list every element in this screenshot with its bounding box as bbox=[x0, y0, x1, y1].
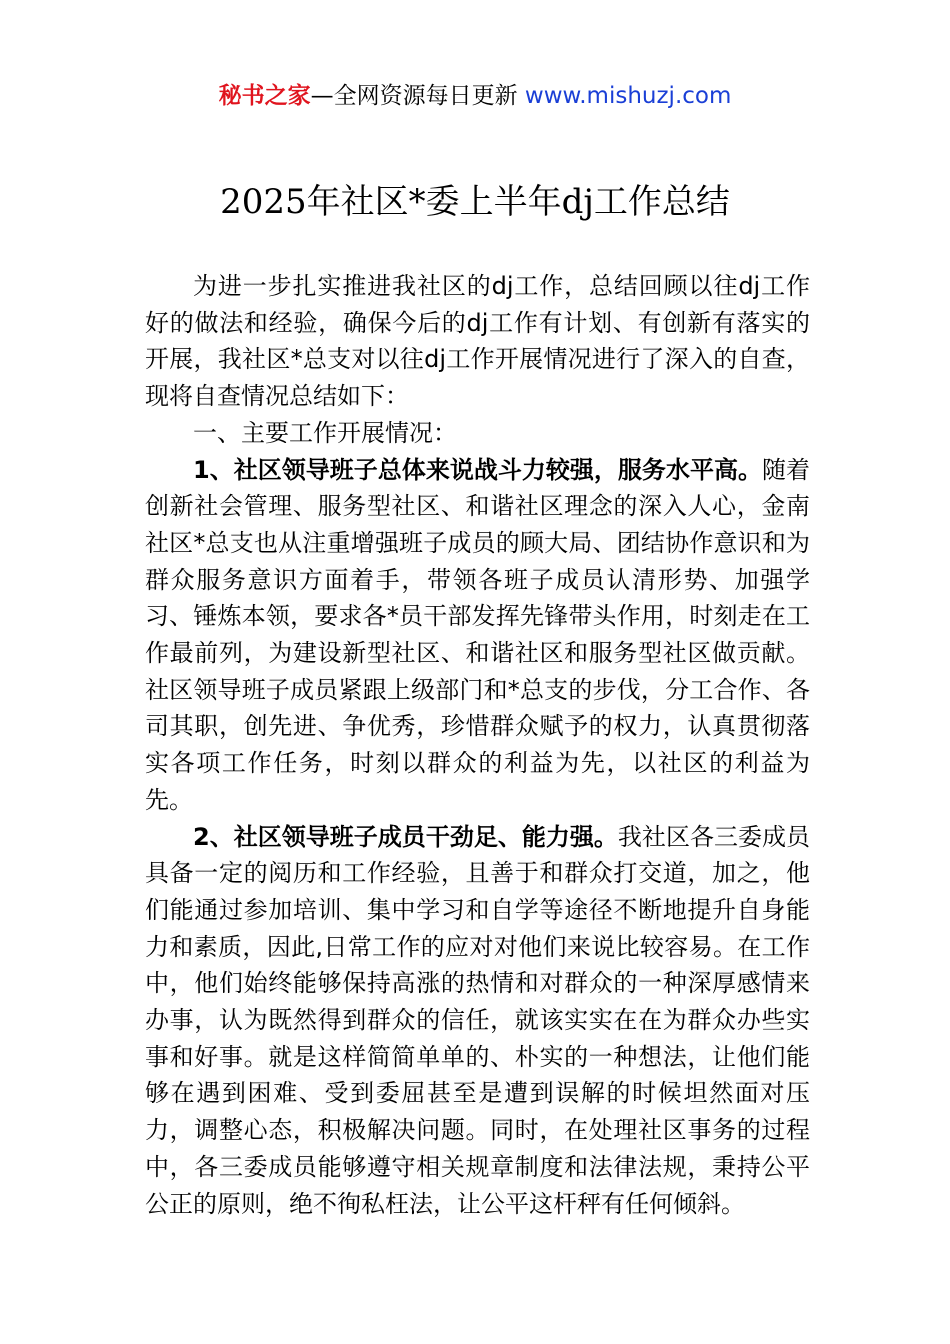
document-body bbox=[145, 268, 810, 1222]
site-header bbox=[0, 80, 950, 112]
document-title: 2025年社区*委上半年dj工作总结 bbox=[220, 182, 730, 222]
intro-paragraph: 为进一步扎实推进我社区的dj工作，总结回顾以往dj工作好的做法和经验，确保今后的dj工作有计划、有创新有落实的开展，我社区*总支对以往dj工作开展情况进行了深入的自查，现将自查情况总结如下： bbox=[145, 272, 810, 411]
section-heading: 一、主要工作开展情况： bbox=[193, 418, 457, 447]
site-brand: 秘书之家 bbox=[218, 83, 311, 109]
item-1-heading: 1、社区领导班子总体来说战斗力较强，服务水平高。 bbox=[193, 455, 762, 484]
item-2-body: 我社区各三委成员具备一定的阅历和工作经验，且善于和群众打交道，加之，他们能通过参加培训、集中学习和自学等途径不断地提升自身能力和素质，因此,日常工作的应对对他们来说比较容易。在工作中，他们始终能够保持高涨的热情和对群众的一种深厚感情来办事，认为既然得到群众的信任，就该实实在在为群众办些实事和好事。就是这样简简单单的、朴实的一种想法，让他们能够在遇到困难、受到委屈甚至是遭到误解的时候坦然面对压力，调整心态，积极解决问题。同时，在处理社区事务的过程中，各三委成员能够遵守相关规章制度和法律法规，秉持公平公正的原则，绝不徇私枉法，让公平这杆秤有任何倾斜。 bbox=[145, 822, 811, 1218]
item-1-paragraph bbox=[145, 452, 810, 819]
item-2-heading: 2、社区领导班子成员干劲足、能力强。 bbox=[193, 822, 618, 851]
item-2-paragraph bbox=[145, 819, 810, 1223]
site-url-link[interactable]: www.mishuzj.com bbox=[524, 83, 732, 109]
site-tagline: —全网资源每日更新 bbox=[310, 83, 518, 109]
item-1-body: 随着创新社会管理、服务型社区、和谐社区理念的深入人心，金南社区*总支也从注重增强班子成员的顾大局、团结协作意识和为群众服务意识方面着手，带领各班子成员认清形势、加强学习、锤炼本领，要求各*员干部发挥先锋带头作用，时刻走在工作最前列，为建设新型社区、和谐社区和服务型社区做贡献。社区领导班子成员紧跟上级部门和*总支的步伐，分工合作、各司其职，创先进、争优秀，珍惜群众赋予的权力，认真贯彻落实各项工作任务，时刻以群众的利益为先，以社区的利益为先。 bbox=[145, 455, 810, 814]
